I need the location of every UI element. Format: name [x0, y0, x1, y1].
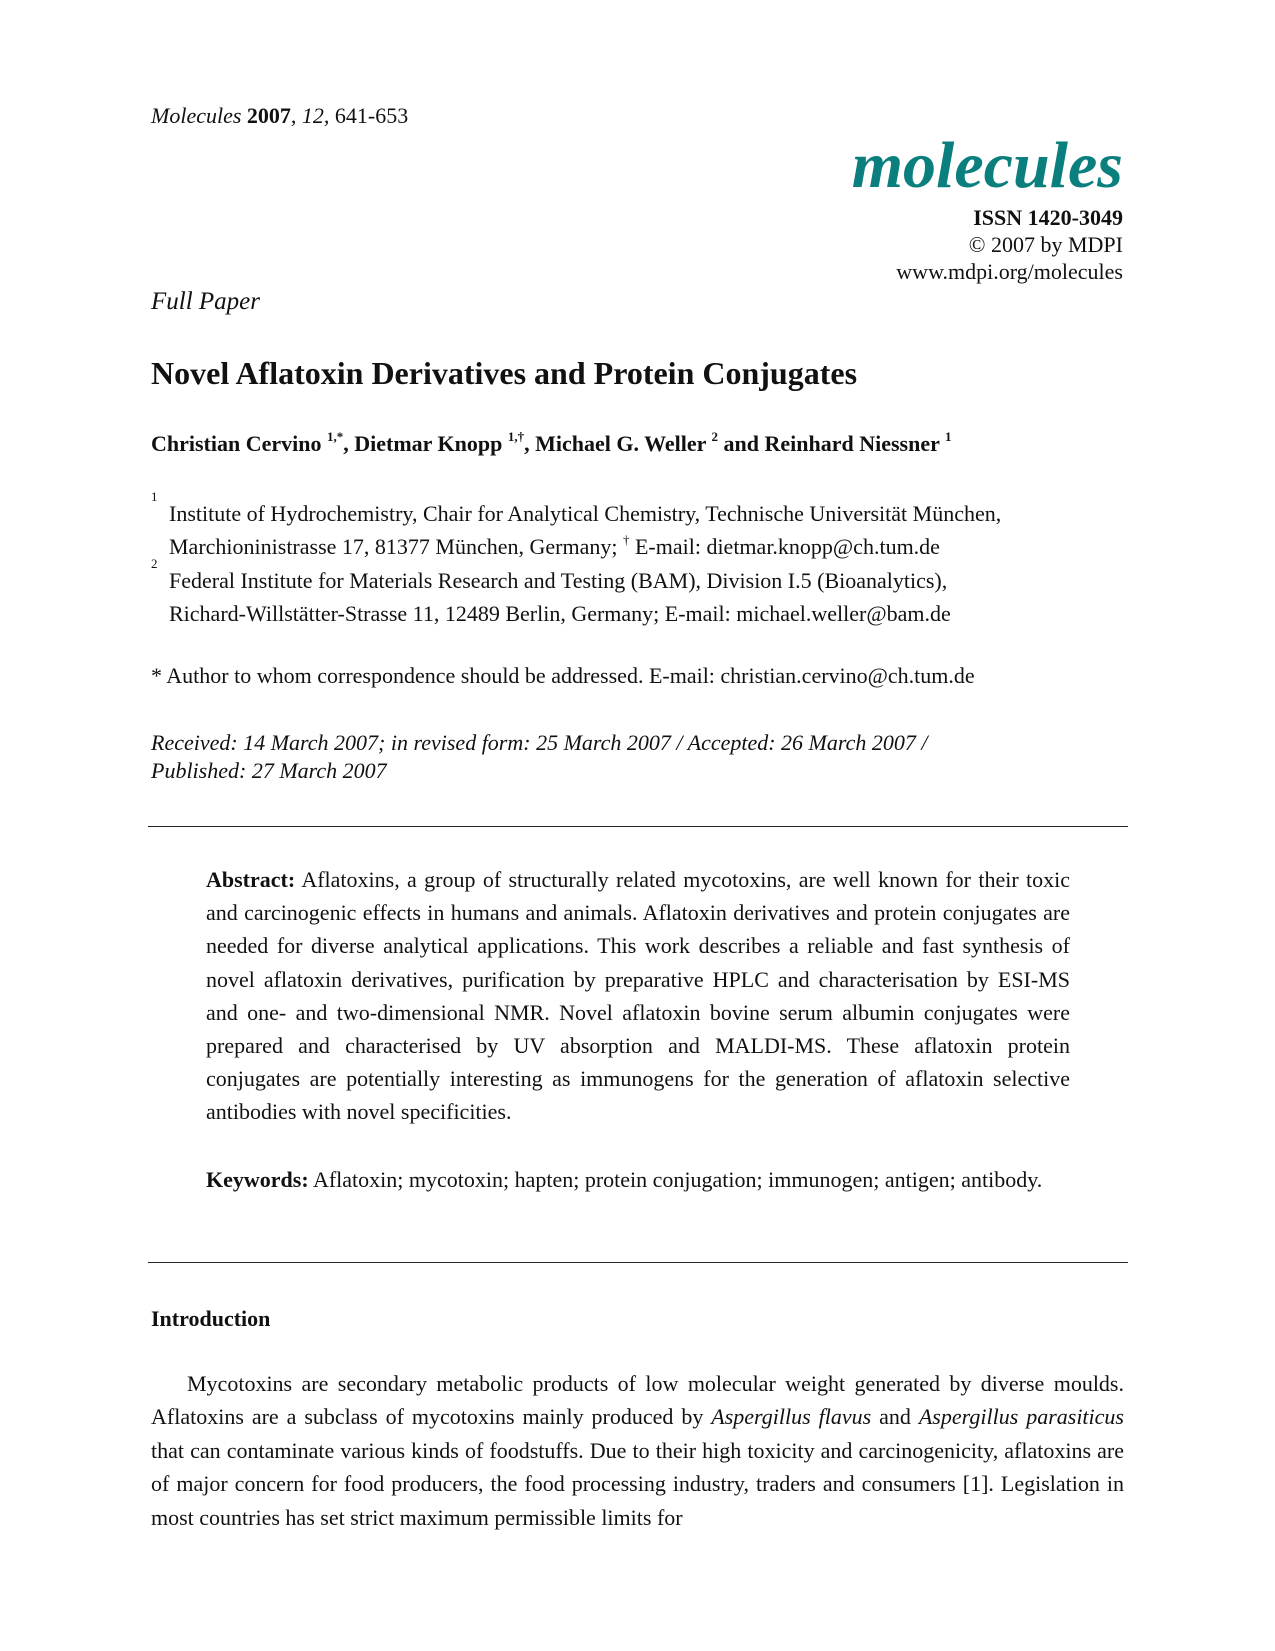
- author-affiliation-mark: 1,*: [327, 428, 344, 444]
- dates-line: Received: 14 March 2007; in revised form: 25 March 2007 / Accepted: 26 March 2007 /: [151, 730, 928, 755]
- author-list: [151, 430, 951, 458]
- affiliation-email: E-mail: dietmar.knopp@ch.tum.de: [629, 534, 940, 559]
- paper-type: Full Paper: [151, 288, 261, 315]
- publication-info: [896, 204, 1123, 285]
- affiliation-1: 1 Institute of Hydrochemistry, Chair for Analytical Chemistry, Technische Universität München, Marchioninistrasse 17, 81377 München, Germany; † E-mail: dietmar.knopp@ch.tum.de: [151, 497, 1131, 563]
- affiliation-line: Federal Institute for Materials Research and Testing (BAM), Division I.5 (Bioanalytics),: [169, 568, 948, 593]
- species-name: Aspergillus parasiticus: [918, 1404, 1124, 1430]
- divider-top: [148, 826, 1128, 827]
- journal-year: 2007: [246, 103, 291, 128]
- author-affiliation-mark: 1: [944, 428, 952, 444]
- issn: ISSN 1420-3049: [973, 205, 1123, 230]
- species-name: Aspergillus flavus: [711, 1404, 872, 1430]
- author-and: and: [718, 431, 765, 456]
- journal-name: Molecules: [151, 103, 242, 128]
- affiliation-line: [169, 530, 1131, 563]
- abstract-text: Aflatoxins, a group of structurally related mycotoxins, are well known for their toxic and carcinogenic effects in humans and animals. Aflatoxin derivatives and protein conjugates are needed for diverse analytical applications. This work describes a reliable and fast synthesis of novel aflatoxin derivatives, purification by preparative HPLC and characterisation by ESI-MS and one- and two-dimensional NMR. Novel aflatoxin bovine serum albumin conjugates were prepared and characterised by UV absorption and MALDI-MS. These aflatoxin protein conjugates are potentially interesting as immunogens for the generation of aflatoxin selective antibodies with novel specificities.: [206, 867, 1070, 1125]
- author-affiliation-mark: 2: [711, 428, 718, 444]
- affiliation-address: Marchioninistrasse 17, 81377 München, Germany;: [169, 534, 623, 559]
- intro-text: that can contaminate various kinds of foodstuffs. Due to their high toxicity and carcinogenicity, aflatoxins are of major concern for food producers, the food processing industry, traders and consumers [1]. Legislation in most countries has set strict maximum permissible limits for: [151, 1437, 1124, 1530]
- abstract-label: Abstract:: [206, 867, 296, 892]
- journal-volume: 12,: [301, 103, 330, 128]
- divider-bottom: [148, 1262, 1128, 1263]
- section-heading: Introduction: [151, 1306, 271, 1331]
- author-affiliation-mark: 1,†: [507, 428, 525, 444]
- intro-text: Mycotoxins are secondary metabolic products of low molecular weight generated by diverse moulds. Aflatoxins are a subclass of mycotoxins mainly produced by: [151, 1371, 1124, 1430]
- author-name: Michael G. Weller: [535, 431, 706, 456]
- abstract: [206, 863, 1070, 1129]
- author-separator: ,: [524, 431, 536, 456]
- keywords-label: Keywords:: [206, 1167, 309, 1192]
- correspondence-note: * Author to whom correspondence should be addressed. E-mail: christian.cervino@ch.tum.de: [151, 663, 975, 688]
- author-name: Christian Cervino: [151, 431, 322, 456]
- comma: ,: [290, 103, 302, 128]
- affiliation-line: Richard-Willstätter-Strasse 11, 12489 Berlin, Germany; E-mail: michael.weller@bam.de: [169, 601, 951, 626]
- journal-url[interactable]: www.mdpi.org/molecules: [896, 259, 1123, 284]
- journal-logo: molecules: [851, 129, 1123, 202]
- dates-line: Published: 27 March 2007: [151, 758, 387, 783]
- affiliation-2: 2 Federal Institute for Materials Research and Testing (BAM), Division I.5 (Bioanalytics), Richard-Willstätter-Strasse 11, 12489 Berlin, Germany; E-mail: michael.weller@bam.de: [151, 564, 1131, 630]
- affiliation-line: Institute of Hydrochemistry, Chair for Analytical Chemistry, Technische Universität München,: [169, 501, 1002, 526]
- author-name: Dietmar Knopp: [354, 431, 503, 456]
- author-separator: ,: [343, 431, 355, 456]
- intro-paragraph: [151, 1367, 1124, 1534]
- dagger-mark: †: [622, 531, 630, 547]
- paper-title: Novel Aflatoxin Derivatives and Protein Conjugates: [151, 355, 858, 391]
- keywords: [206, 1163, 1070, 1196]
- journal-citation: [151, 102, 408, 130]
- keywords-text: Aflatoxin; mycotoxin; hapten; protein conjugation; immunogen; antigen; antibody.: [312, 1167, 1043, 1192]
- publication-dates: [151, 729, 1141, 785]
- copyright: © 2007 by MDPI: [968, 232, 1123, 257]
- journal-pages: 641-653: [334, 103, 409, 128]
- author-name: Reinhard Niessner: [764, 431, 940, 456]
- intro-text: and: [871, 1404, 919, 1430]
